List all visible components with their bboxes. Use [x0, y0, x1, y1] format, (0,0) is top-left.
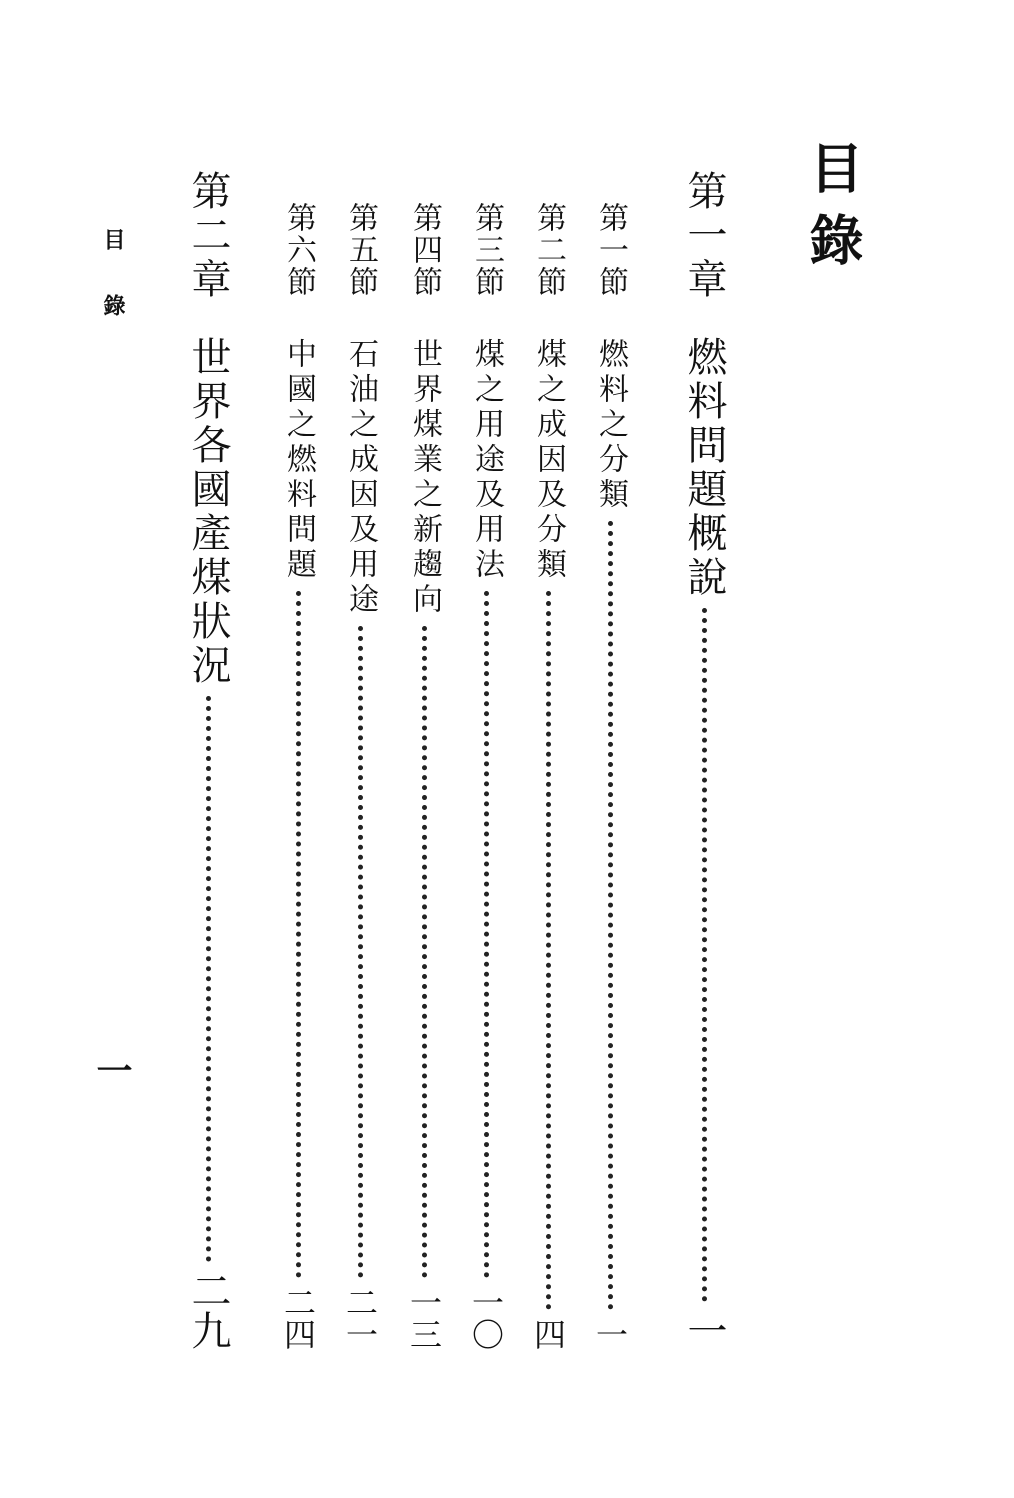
- toc-entry-label: 第二章: [185, 170, 231, 302]
- dot-leader: [296, 591, 301, 1278]
- page-number: 一: [91, 1052, 133, 1088]
- dot-leader: [546, 591, 551, 1310]
- toc-entry-chapter-1: [676, 170, 732, 1350]
- dot-leader: [358, 626, 363, 1278]
- toc-entry-section-5: [338, 170, 382, 1350]
- toc-entry-title: 燃料問題概說: [681, 336, 727, 600]
- toc-entry-page: 一: [681, 1310, 727, 1350]
- toc-entry-page: 一〇: [467, 1286, 505, 1350]
- toc-entry-label: 第一節: [593, 202, 628, 298]
- toc-entry-title: 煤之成因及分類: [531, 338, 566, 583]
- toc-entry-title: 中國之燃料問題: [281, 338, 316, 583]
- toc-entry-section-4: [402, 170, 446, 1350]
- toc-entry-page: 四: [529, 1318, 567, 1350]
- dot-leader: [422, 626, 427, 1278]
- dot-leader: [206, 696, 211, 1262]
- running-header: 目錄: [100, 228, 126, 360]
- toc-entry-label: 第三節: [469, 202, 504, 298]
- toc-entry-page: 一: [591, 1318, 629, 1350]
- toc-entry-page: 二四: [279, 1286, 317, 1350]
- toc-entry-label: 第五節: [343, 202, 378, 298]
- toc-entry-section-2: [526, 170, 570, 1350]
- toc-entry-page: 二一: [341, 1286, 379, 1350]
- toc-entry-label: 第六節: [281, 202, 316, 298]
- toc-entry-title: 煤之用途及用法: [469, 338, 504, 583]
- toc-entry-title: 世界各國產煤狀況: [185, 336, 231, 688]
- toc-entry-label: 第一章: [681, 170, 727, 302]
- page-title: 目錄: [801, 140, 865, 284]
- toc-entry-page: 一三: [405, 1286, 443, 1350]
- toc-entry-section-6: [276, 170, 320, 1350]
- dot-leader: [484, 591, 489, 1278]
- toc-entry-page: 二九: [185, 1270, 231, 1350]
- toc-entry-title: 石油之成因及用途: [343, 338, 378, 618]
- toc-entry-label: 第二節: [531, 202, 566, 298]
- dot-leader: [702, 608, 707, 1302]
- toc-entry-section-1: [588, 170, 632, 1350]
- toc-entry-title: 燃料之分類: [593, 338, 628, 513]
- toc-entry-title: 世界煤業之新趨向: [407, 338, 442, 618]
- toc-entry-chapter-2: [180, 170, 236, 1350]
- toc-entry-label: 第四節: [407, 202, 442, 298]
- toc-entry-section-3: [464, 170, 508, 1350]
- dot-leader: [608, 521, 613, 1310]
